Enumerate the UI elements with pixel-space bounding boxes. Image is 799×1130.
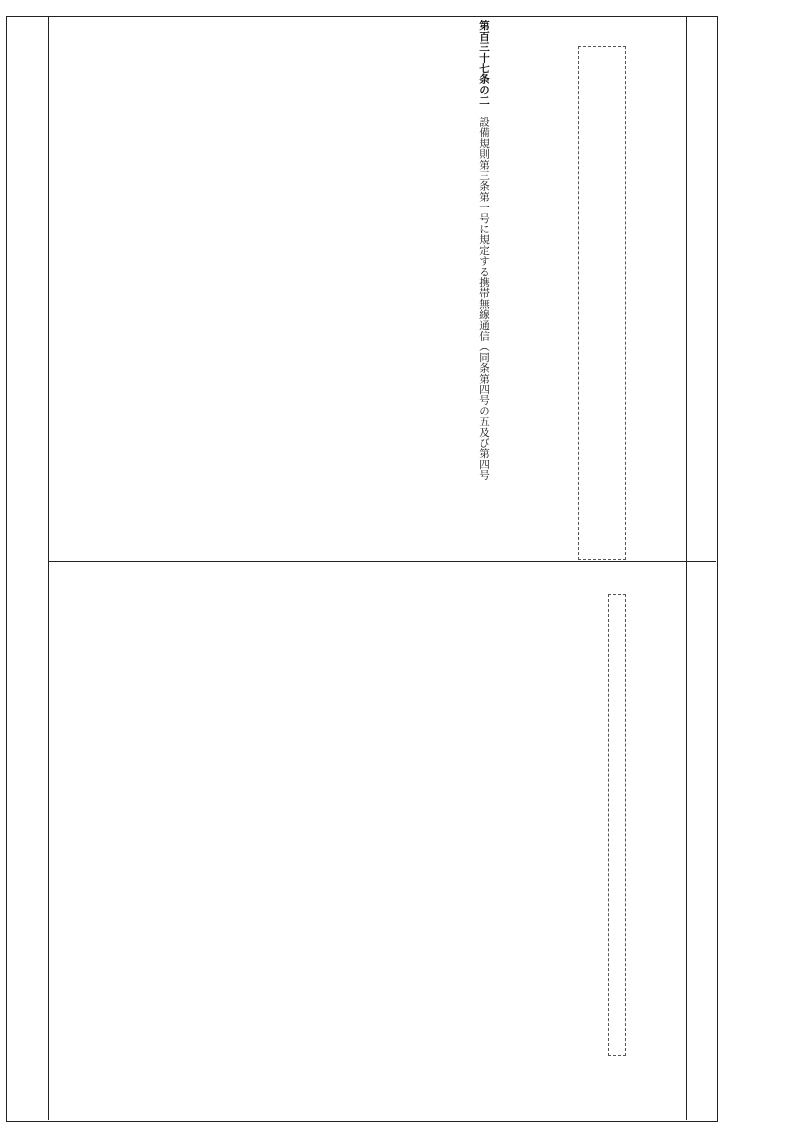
remark-divider (48, 16, 49, 1120)
article-137-2-text: 設備規則第三条第一号に規定する携帯無線通信（同条第四号の五及び第四号 (478, 105, 490, 481)
dashed-box-toc-before (608, 594, 626, 1056)
header-divider (686, 16, 687, 1120)
row-divider (48, 561, 716, 562)
article-137-2-head: 第百三十七条の二 (478, 20, 490, 106)
dashed-box-toc-after (578, 46, 626, 560)
after-line-13 (477, 20, 490, 480)
